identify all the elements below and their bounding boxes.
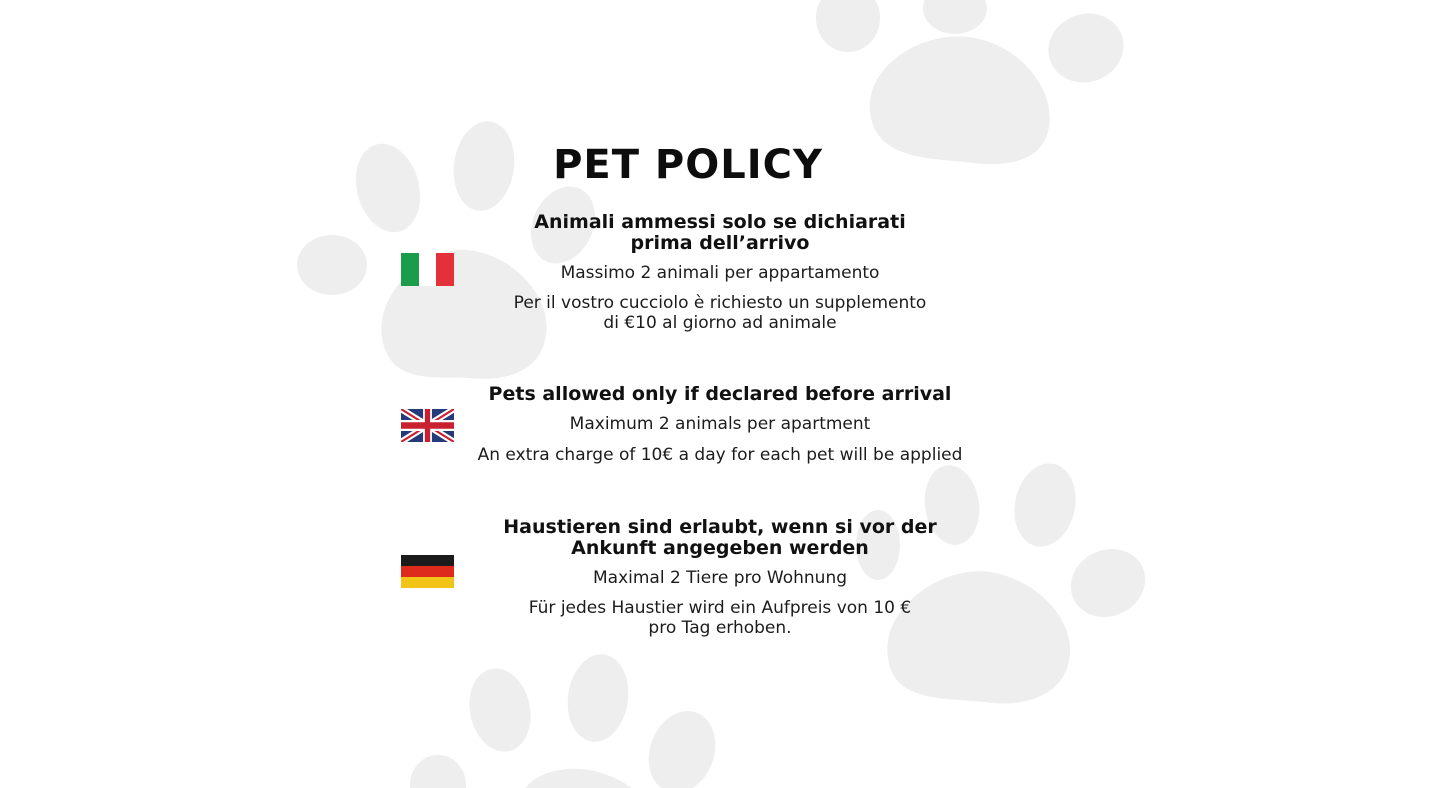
germany-flag-icon <box>401 555 454 588</box>
max-animals-text: Maximum 2 animals per apartment <box>569 414 871 434</box>
surcharge-text: An extra charge of 10€ a day for each pet will be applied <box>477 445 963 465</box>
paw-print-icon <box>816 0 1133 164</box>
policy-section-italian <box>460 212 980 333</box>
policy-section-german <box>460 517 980 638</box>
page-title: PET POLICY <box>553 142 823 188</box>
surcharge-text: Per il vostro cucciolo è richiesto un supplemento di €10 al giorno ad animale <box>513 293 927 333</box>
italy-flag-icon <box>401 253 454 286</box>
section-heading: Pets allowed only if declared before arrival <box>488 383 952 405</box>
section-heading: Animali ammessi solo se dichiarati prima dell’arrivo <box>534 211 906 254</box>
max-animals-text: Maximal 2 Tiere pro Wohnung <box>592 568 848 588</box>
paw-print-icon <box>410 650 726 788</box>
section-heading: Haustieren sind erlaubt, wenn si vor der Ankunft angegeben werden <box>503 516 937 559</box>
surcharge-text: Für jedes Haustier wird ein Aufpreis von 10 € pro Tag erhoben. <box>528 598 912 638</box>
policy-section-english <box>460 384 980 465</box>
uk-flag-icon <box>401 409 454 442</box>
max-animals-text: Massimo 2 animali per appartamento <box>560 263 880 283</box>
